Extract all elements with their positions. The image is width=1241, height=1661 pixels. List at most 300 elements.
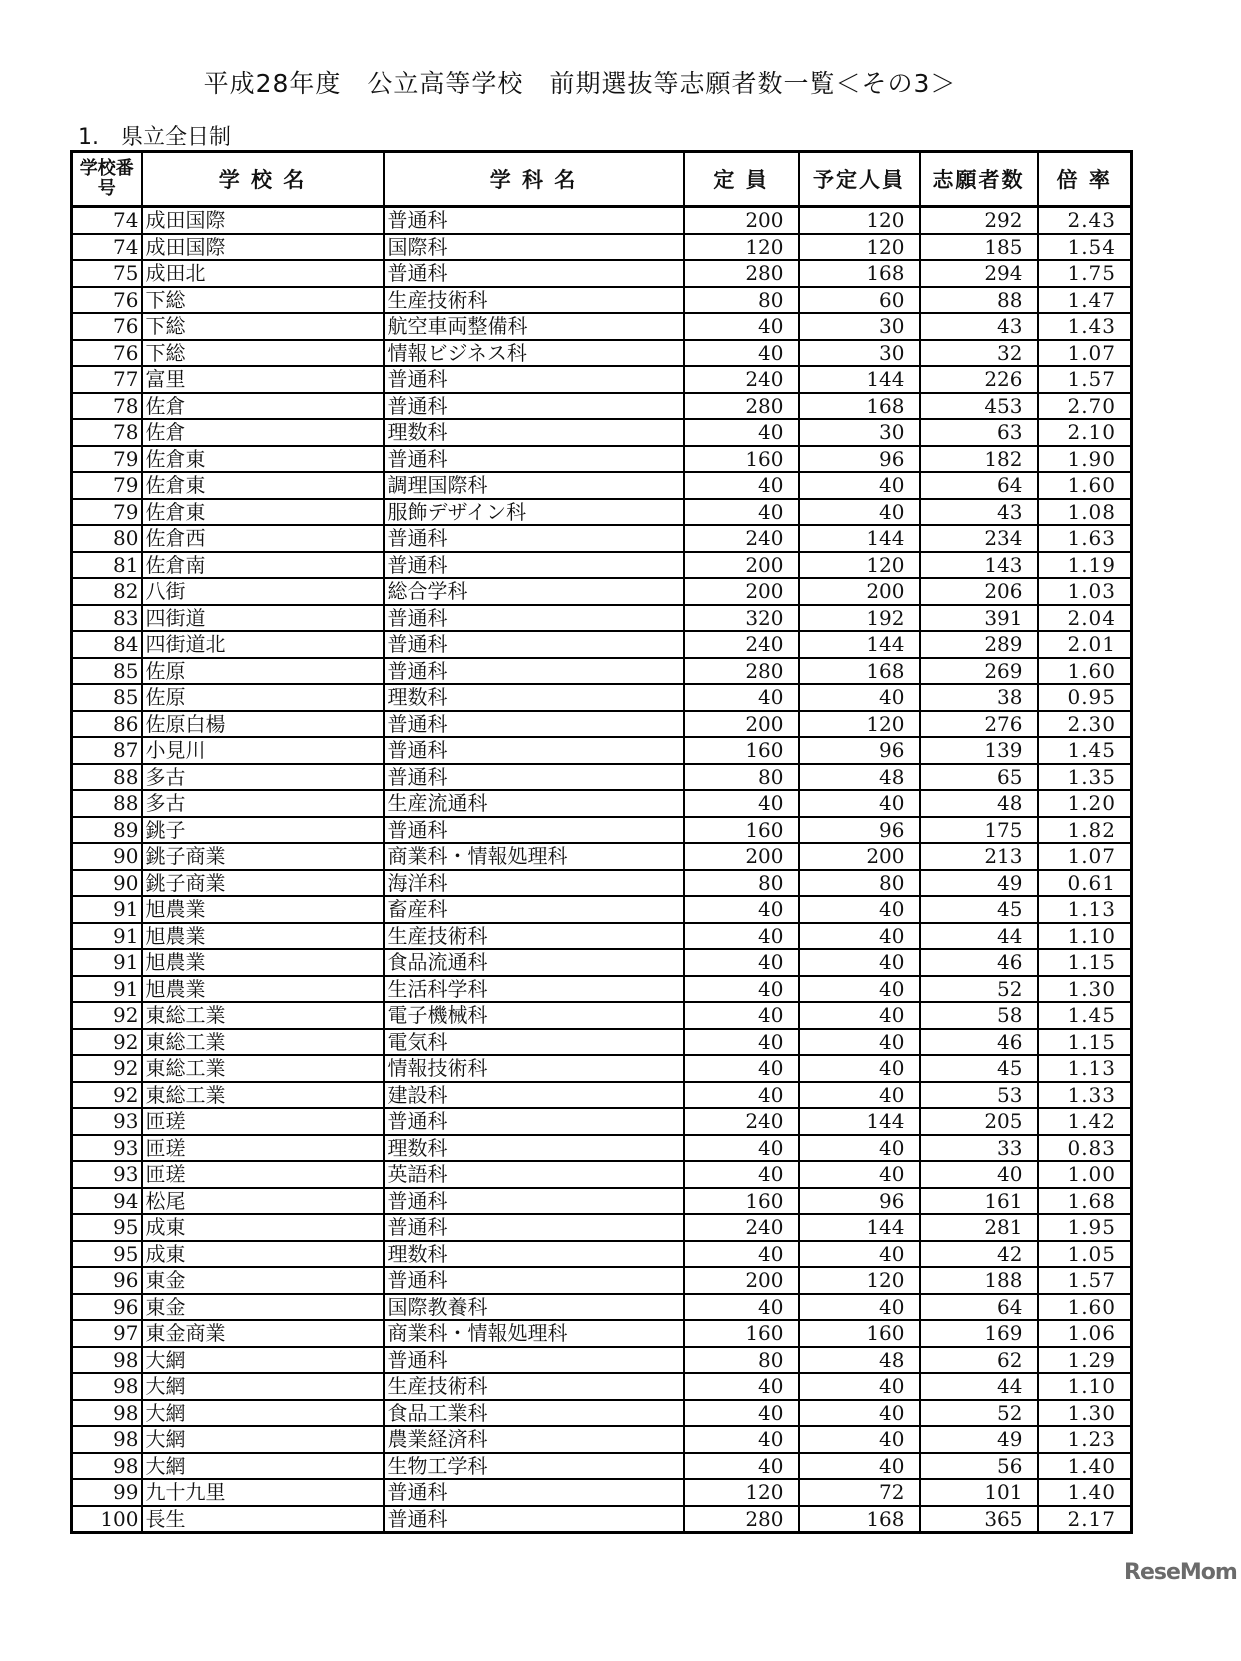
document-title: 平成28年度 公立高等学校 前期選抜等志願者数一覧＜その3＞ [203, 69, 957, 98]
cell-applicants: 226 [920, 366, 1038, 393]
cell-department: 普通科 [384, 711, 684, 738]
cell-school-name: 小見川 [142, 737, 384, 764]
cell-school-name: 大網 [142, 1373, 384, 1400]
cell-capacity: 160 [684, 737, 799, 764]
cell-school-name: 多古 [142, 764, 384, 791]
cell-planned: 40 [799, 1161, 920, 1188]
cell-school-name: 四街道 [142, 605, 384, 632]
cell-school-number: 92 [72, 1082, 142, 1109]
table-row [72, 234, 1132, 261]
table-row [72, 1347, 1132, 1374]
header-school-number: 学校番号 [72, 152, 142, 207]
table-row [72, 1029, 1132, 1056]
cell-department: 情報技術科 [384, 1055, 684, 1082]
cell-planned: 80 [799, 870, 920, 897]
cell-department: 普通科 [384, 393, 684, 420]
cell-school-name: 四街道北 [142, 631, 384, 658]
cell-capacity: 40 [684, 923, 799, 950]
cell-school-name: 富里 [142, 366, 384, 393]
cell-school-name: 佐原白楊 [142, 711, 384, 738]
cell-department: 普通科 [384, 260, 684, 287]
cell-planned: 120 [799, 552, 920, 579]
cell-ratio: 1.10 [1038, 923, 1132, 950]
cell-planned: 40 [799, 1426, 920, 1453]
cell-ratio: 1.15 [1038, 949, 1132, 976]
cell-ratio: 1.40 [1038, 1479, 1132, 1506]
cell-school-name: 佐倉西 [142, 525, 384, 552]
cell-capacity: 160 [684, 817, 799, 844]
cell-planned: 168 [799, 393, 920, 420]
cell-applicants: 63 [920, 419, 1038, 446]
cell-capacity: 40 [684, 1453, 799, 1480]
cell-capacity: 120 [684, 1479, 799, 1506]
cell-school-name: 八街 [142, 578, 384, 605]
cell-school-number: 97 [72, 1320, 142, 1347]
cell-capacity: 40 [684, 1055, 799, 1082]
cell-applicants: 45 [920, 1055, 1038, 1082]
cell-capacity: 40 [684, 1135, 799, 1162]
table-row [72, 923, 1132, 950]
cell-school-name: 匝瑳 [142, 1108, 384, 1135]
table-row [72, 1373, 1132, 1400]
cell-ratio: 1.60 [1038, 472, 1132, 499]
cell-capacity: 40 [684, 313, 799, 340]
cell-school-number: 93 [72, 1161, 142, 1188]
table-row [72, 419, 1132, 446]
cell-applicants: 62 [920, 1347, 1038, 1374]
table-row [72, 1267, 1132, 1294]
cell-planned: 72 [799, 1479, 920, 1506]
header-ratio: 倍 率 [1038, 152, 1132, 207]
cell-capacity: 280 [684, 393, 799, 420]
cell-applicants: 101 [920, 1479, 1038, 1506]
cell-school-number: 82 [72, 578, 142, 605]
cell-ratio: 1.75 [1038, 260, 1132, 287]
cell-school-number: 92 [72, 1029, 142, 1056]
cell-capacity: 80 [684, 764, 799, 791]
cell-school-number: 96 [72, 1294, 142, 1321]
cell-department: 調理国際科 [384, 472, 684, 499]
cell-applicants: 58 [920, 1002, 1038, 1029]
cell-school-name: 成東 [142, 1241, 384, 1268]
table-row [72, 499, 1132, 526]
cell-applicants: 64 [920, 472, 1038, 499]
cell-applicants: 53 [920, 1082, 1038, 1109]
cell-department: 普通科 [384, 1214, 684, 1241]
cell-planned: 30 [799, 419, 920, 446]
cell-department: 生活科学科 [384, 976, 684, 1003]
cell-department: 商業科・情報処理科 [384, 1320, 684, 1347]
table-row [72, 552, 1132, 579]
table-row [72, 287, 1132, 314]
cell-planned: 40 [799, 949, 920, 976]
cell-school-number: 77 [72, 366, 142, 393]
table-row [72, 1294, 1132, 1321]
table-row [72, 843, 1132, 870]
cell-planned: 30 [799, 313, 920, 340]
cell-department: 電気科 [384, 1029, 684, 1056]
cell-applicants: 391 [920, 605, 1038, 632]
cell-department: 商業科・情報処理科 [384, 843, 684, 870]
cell-applicants: 44 [920, 923, 1038, 950]
cell-capacity: 40 [684, 949, 799, 976]
table-row [72, 525, 1132, 552]
cell-planned: 120 [799, 234, 920, 261]
cell-department: 普通科 [384, 1479, 684, 1506]
cell-applicants: 185 [920, 234, 1038, 261]
cell-school-number: 81 [72, 552, 142, 579]
cell-planned: 168 [799, 1506, 920, 1533]
cell-department: 国際教養科 [384, 1294, 684, 1321]
cell-planned: 40 [799, 1029, 920, 1056]
cell-capacity: 160 [684, 446, 799, 473]
cell-planned: 48 [799, 1347, 920, 1374]
cell-planned: 120 [799, 711, 920, 738]
cell-ratio: 1.33 [1038, 1082, 1132, 1109]
cell-school-number: 95 [72, 1214, 142, 1241]
cell-department: 普通科 [384, 552, 684, 579]
cell-capacity: 80 [684, 1347, 799, 1374]
cell-applicants: 206 [920, 578, 1038, 605]
cell-applicants: 38 [920, 684, 1038, 711]
cell-department: 普通科 [384, 1506, 684, 1533]
cell-school-number: 98 [72, 1373, 142, 1400]
table-row [72, 711, 1132, 738]
cell-school-number: 85 [72, 658, 142, 685]
cell-school-name: 匝瑳 [142, 1161, 384, 1188]
cell-capacity: 240 [684, 631, 799, 658]
cell-school-name: 匝瑳 [142, 1135, 384, 1162]
table-row [72, 631, 1132, 658]
table-body [72, 207, 1132, 1533]
cell-capacity: 200 [684, 207, 799, 234]
cell-capacity: 40 [684, 1426, 799, 1453]
cell-planned: 40 [799, 1453, 920, 1480]
cell-school-number: 76 [72, 287, 142, 314]
table-row [72, 1082, 1132, 1109]
cell-ratio: 0.83 [1038, 1135, 1132, 1162]
cell-school-number: 93 [72, 1135, 142, 1162]
cell-school-number: 94 [72, 1188, 142, 1215]
cell-capacity: 240 [684, 1214, 799, 1241]
cell-applicants: 52 [920, 976, 1038, 1003]
cell-applicants: 48 [920, 790, 1038, 817]
table-row [72, 764, 1132, 791]
cell-department: 理数科 [384, 419, 684, 446]
cell-capacity: 280 [684, 1506, 799, 1533]
cell-capacity: 40 [684, 1161, 799, 1188]
cell-applicants: 292 [920, 207, 1038, 234]
cell-planned: 144 [799, 1214, 920, 1241]
cell-school-number: 78 [72, 393, 142, 420]
cell-capacity: 40 [684, 1400, 799, 1427]
cell-ratio: 1.40 [1038, 1453, 1132, 1480]
header-capacity: 定 員 [684, 152, 799, 207]
cell-ratio: 1.23 [1038, 1426, 1132, 1453]
cell-department: 普通科 [384, 446, 684, 473]
cell-ratio: 1.57 [1038, 366, 1132, 393]
cell-planned: 168 [799, 658, 920, 685]
table-row [72, 870, 1132, 897]
cell-school-number: 83 [72, 605, 142, 632]
cell-capacity: 80 [684, 287, 799, 314]
cell-school-number: 75 [72, 260, 142, 287]
cell-school-number: 79 [72, 446, 142, 473]
cell-department: 普通科 [384, 1267, 684, 1294]
cell-applicants: 453 [920, 393, 1038, 420]
table-row [72, 684, 1132, 711]
cell-capacity: 320 [684, 605, 799, 632]
cell-applicants: 43 [920, 313, 1038, 340]
cell-ratio: 1.45 [1038, 1002, 1132, 1029]
cell-school-number: 92 [72, 1055, 142, 1082]
cell-capacity: 40 [684, 499, 799, 526]
cell-applicants: 234 [920, 525, 1038, 552]
cell-ratio: 2.01 [1038, 631, 1132, 658]
table-row [72, 366, 1132, 393]
cell-ratio: 1.90 [1038, 446, 1132, 473]
cell-planned: 40 [799, 976, 920, 1003]
table-row [72, 1479, 1132, 1506]
cell-capacity: 200 [684, 711, 799, 738]
cell-applicants: 32 [920, 340, 1038, 367]
cell-school-number: 88 [72, 790, 142, 817]
cell-department: 服飾デザイン科 [384, 499, 684, 526]
cell-school-number: 87 [72, 737, 142, 764]
cell-ratio: 1.42 [1038, 1108, 1132, 1135]
cell-school-number: 89 [72, 817, 142, 844]
cell-planned: 40 [799, 923, 920, 950]
cell-planned: 144 [799, 631, 920, 658]
cell-school-number: 98 [72, 1347, 142, 1374]
cell-department: 生産技術科 [384, 1373, 684, 1400]
cell-planned: 192 [799, 605, 920, 632]
cell-applicants: 188 [920, 1267, 1038, 1294]
table-row [72, 1108, 1132, 1135]
header-planned: 予定人員 [799, 152, 920, 207]
table-row [72, 1188, 1132, 1215]
cell-capacity: 240 [684, 1108, 799, 1135]
table-row [72, 340, 1132, 367]
cell-capacity: 40 [684, 976, 799, 1003]
cell-planned: 40 [799, 1400, 920, 1427]
cell-planned: 120 [799, 207, 920, 234]
cell-capacity: 120 [684, 234, 799, 261]
cell-capacity: 40 [684, 1294, 799, 1321]
table-row [72, 313, 1132, 340]
table-row [72, 896, 1132, 923]
cell-applicants: 269 [920, 658, 1038, 685]
cell-applicants: 143 [920, 552, 1038, 579]
cell-school-name: 下総 [142, 340, 384, 367]
cell-department: 海洋科 [384, 870, 684, 897]
cell-school-number: 85 [72, 684, 142, 711]
cell-department: 普通科 [384, 1188, 684, 1215]
cell-school-name: 佐倉東 [142, 472, 384, 499]
cell-ratio: 1.20 [1038, 790, 1132, 817]
cell-applicants: 46 [920, 1029, 1038, 1056]
cell-department: 普通科 [384, 658, 684, 685]
table-row [72, 393, 1132, 420]
cell-ratio: 1.30 [1038, 1400, 1132, 1427]
cell-department: 建設科 [384, 1082, 684, 1109]
cell-school-number: 79 [72, 499, 142, 526]
cell-department: 食品流通科 [384, 949, 684, 976]
cell-capacity: 40 [684, 790, 799, 817]
cell-planned: 144 [799, 366, 920, 393]
cell-school-number: 98 [72, 1453, 142, 1480]
cell-planned: 40 [799, 896, 920, 923]
cell-school-name: 下総 [142, 313, 384, 340]
cell-school-number: 79 [72, 472, 142, 499]
cell-ratio: 1.63 [1038, 525, 1132, 552]
cell-ratio: 1.07 [1038, 340, 1132, 367]
cell-ratio: 1.07 [1038, 843, 1132, 870]
cell-planned: 96 [799, 737, 920, 764]
cell-school-name: 佐原 [142, 684, 384, 711]
cell-school-name: 佐倉南 [142, 552, 384, 579]
cell-department: 電子機械科 [384, 1002, 684, 1029]
table-row [72, 472, 1132, 499]
cell-school-number: 91 [72, 976, 142, 1003]
cell-department: 航空車両整備科 [384, 313, 684, 340]
cell-applicants: 169 [920, 1320, 1038, 1347]
cell-school-name: 多古 [142, 790, 384, 817]
table-row [72, 446, 1132, 473]
cell-department: 普通科 [384, 1108, 684, 1135]
cell-capacity: 40 [684, 340, 799, 367]
table-row [72, 658, 1132, 685]
cell-department: 総合学科 [384, 578, 684, 605]
cell-ratio: 1.19 [1038, 552, 1132, 579]
cell-ratio: 1.57 [1038, 1267, 1132, 1294]
cell-planned: 30 [799, 340, 920, 367]
cell-ratio: 0.61 [1038, 870, 1132, 897]
cell-school-number: 90 [72, 870, 142, 897]
cell-department: 普通科 [384, 817, 684, 844]
cell-ratio: 1.00 [1038, 1161, 1132, 1188]
cell-planned: 40 [799, 1002, 920, 1029]
cell-department: 普通科 [384, 764, 684, 791]
cell-school-name: 佐倉 [142, 419, 384, 446]
header-department: 学 科 名 [384, 152, 684, 207]
table-row [72, 737, 1132, 764]
cell-ratio: 1.43 [1038, 313, 1132, 340]
table-row [72, 1135, 1132, 1162]
cell-department: 生産技術科 [384, 923, 684, 950]
header-school-name: 学 校 名 [142, 152, 384, 207]
cell-ratio: 2.43 [1038, 207, 1132, 234]
table-row [72, 1214, 1132, 1241]
cell-department: 普通科 [384, 1347, 684, 1374]
cell-school-name: 佐倉 [142, 393, 384, 420]
cell-applicants: 52 [920, 1400, 1038, 1427]
cell-capacity: 200 [684, 578, 799, 605]
cell-school-name: 成東 [142, 1214, 384, 1241]
cell-school-name: 佐倉東 [142, 446, 384, 473]
cell-school-number: 92 [72, 1002, 142, 1029]
cell-school-name: 大網 [142, 1426, 384, 1453]
cell-school-number: 80 [72, 525, 142, 552]
cell-applicants: 40 [920, 1161, 1038, 1188]
cell-planned: 144 [799, 1108, 920, 1135]
cell-ratio: 1.29 [1038, 1347, 1132, 1374]
cell-department: 国際科 [384, 234, 684, 261]
cell-capacity: 40 [684, 1082, 799, 1109]
cell-planned: 40 [799, 1055, 920, 1082]
cell-planned: 40 [799, 1135, 920, 1162]
cell-ratio: 1.60 [1038, 658, 1132, 685]
cell-capacity: 40 [684, 1241, 799, 1268]
cell-applicants: 42 [920, 1241, 1038, 1268]
cell-planned: 40 [799, 684, 920, 711]
cell-capacity: 160 [684, 1188, 799, 1215]
cell-school-number: 76 [72, 313, 142, 340]
cell-school-name: 大網 [142, 1347, 384, 1374]
table-row [72, 605, 1132, 632]
table-header-row [72, 152, 1132, 207]
cell-school-name: 佐倉東 [142, 499, 384, 526]
cell-applicants: 175 [920, 817, 1038, 844]
cell-school-number: 91 [72, 923, 142, 950]
cell-ratio: 2.04 [1038, 605, 1132, 632]
cell-school-number: 86 [72, 711, 142, 738]
cell-school-number: 99 [72, 1479, 142, 1506]
cell-capacity: 40 [684, 419, 799, 446]
cell-school-name: 東総工業 [142, 1082, 384, 1109]
cell-department: 普通科 [384, 631, 684, 658]
cell-school-number: 84 [72, 631, 142, 658]
cell-ratio: 2.30 [1038, 711, 1132, 738]
cell-planned: 144 [799, 525, 920, 552]
cell-planned: 40 [799, 1373, 920, 1400]
cell-capacity: 40 [684, 1002, 799, 1029]
cell-school-name: 佐原 [142, 658, 384, 685]
cell-applicants: 289 [920, 631, 1038, 658]
cell-planned: 96 [799, 446, 920, 473]
cell-ratio: 1.15 [1038, 1029, 1132, 1056]
cell-department: 理数科 [384, 1241, 684, 1268]
cell-capacity: 200 [684, 843, 799, 870]
cell-school-number: 100 [72, 1506, 142, 1533]
cell-ratio: 2.10 [1038, 419, 1132, 446]
cell-school-name: 成田国際 [142, 207, 384, 234]
cell-applicants: 88 [920, 287, 1038, 314]
cell-department: 生産技術科 [384, 287, 684, 314]
cell-ratio: 0.95 [1038, 684, 1132, 711]
cell-department: 情報ビジネス科 [384, 340, 684, 367]
cell-planned: 40 [799, 790, 920, 817]
cell-planned: 40 [799, 1294, 920, 1321]
table-row [72, 949, 1132, 976]
cell-applicants: 205 [920, 1108, 1038, 1135]
table-row [72, 1506, 1132, 1533]
cell-planned: 40 [799, 472, 920, 499]
cell-ratio: 1.68 [1038, 1188, 1132, 1215]
cell-planned: 40 [799, 1241, 920, 1268]
cell-school-number: 88 [72, 764, 142, 791]
cell-applicants: 64 [920, 1294, 1038, 1321]
cell-school-name: 松尾 [142, 1188, 384, 1215]
cell-planned: 200 [799, 578, 920, 605]
cell-applicants: 49 [920, 1426, 1038, 1453]
cell-ratio: 1.54 [1038, 234, 1132, 261]
cell-planned: 160 [799, 1320, 920, 1347]
cell-school-name: 九十九里 [142, 1479, 384, 1506]
cell-school-name: 東金 [142, 1267, 384, 1294]
cell-planned: 40 [799, 1082, 920, 1109]
cell-ratio: 1.08 [1038, 499, 1132, 526]
